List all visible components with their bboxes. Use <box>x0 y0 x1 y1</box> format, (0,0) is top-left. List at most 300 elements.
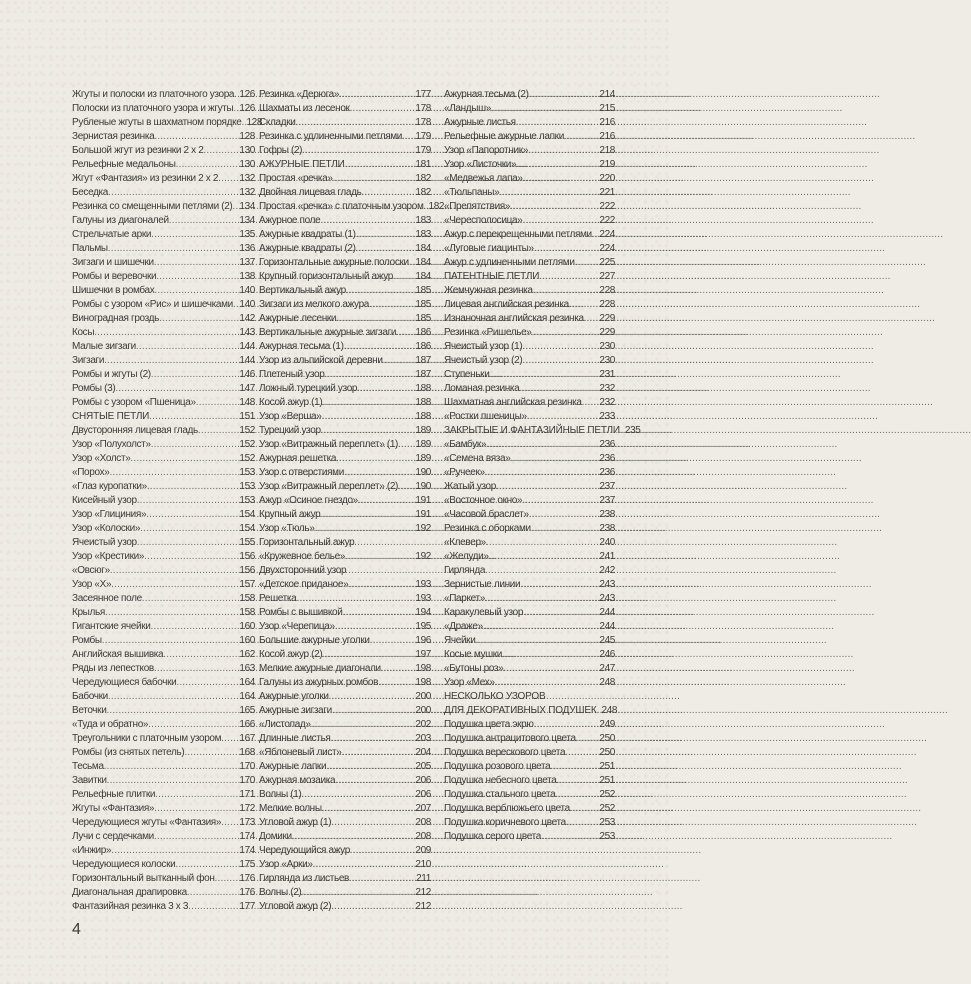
toc-entry-page: 193 <box>415 593 431 604</box>
toc-entry-title: Узор «Витражный переплет» (1) <box>259 439 399 450</box>
toc-entry <box>72 718 255 732</box>
toc-entry-page: 182 <box>415 187 431 198</box>
toc-entry-page: 251 <box>599 761 615 772</box>
toc-entry-title: Крупный ажур <box>259 509 321 520</box>
toc-entry-title: Узор «Х» <box>72 579 112 590</box>
dot-leader <box>519 382 598 396</box>
toc-entry-title: Турецкий узор <box>259 425 321 436</box>
toc-entry-title: Рельефные ажурные лапки <box>444 131 564 142</box>
toc-entry-title: Диагональная драпировка <box>72 887 187 898</box>
toc-entry-title: Двойная лицевая гладь <box>259 187 362 198</box>
dot-leader <box>296 592 414 606</box>
toc-entry <box>259 480 431 494</box>
toc-entry <box>259 802 431 816</box>
toc-entry <box>259 718 431 732</box>
toc-entry <box>72 284 255 298</box>
toc-entry <box>72 634 255 648</box>
toc-entry <box>444 452 615 466</box>
toc-entry <box>444 242 615 256</box>
toc-entry-title: ПАТЕНТНЫЕ ПЕТЛИ <box>444 271 540 282</box>
toc-entry <box>444 648 615 662</box>
dot-leader <box>356 228 415 242</box>
toc-entry <box>444 88 615 102</box>
dot-leader <box>516 116 599 130</box>
toc-entry <box>444 172 615 186</box>
toc-entry-title: Узор с отверстиями <box>259 467 344 478</box>
toc-entry-page: 184 <box>415 257 431 268</box>
toc-entry-title: Гигантские ячейки <box>72 621 151 632</box>
toc-entry-page: 175 <box>239 859 255 870</box>
toc-entry-title: Ажурные лесенки <box>259 313 337 324</box>
toc-entry-page: 182 <box>415 173 431 184</box>
toc-entry-title: Косой ажур (1) <box>259 397 323 408</box>
dot-leader <box>345 158 415 172</box>
toc-entry-page: 208 <box>415 831 431 842</box>
toc-entry <box>72 102 255 116</box>
toc-entry-page: 183 <box>415 215 431 226</box>
toc-entry <box>72 396 255 410</box>
toc-entry <box>259 228 431 242</box>
toc-entry-title: Чередующиеся бабочки <box>72 677 177 688</box>
toc-entry <box>259 382 431 396</box>
dot-leader <box>301 886 414 900</box>
dot-leader <box>575 256 599 270</box>
toc-entry-title: «Тюльпаны» <box>444 187 500 198</box>
toc-entry-page: 221 <box>599 187 615 198</box>
toc-entry <box>72 410 255 424</box>
toc-entry <box>72 816 255 830</box>
toc-entry-page: 227 <box>599 271 615 282</box>
toc-entry-page: 179 <box>415 145 431 156</box>
toc-entry-title: «Ростки пшеницы» <box>444 411 527 422</box>
toc-entry <box>72 298 255 312</box>
dot-leader <box>151 228 238 242</box>
toc-entry-title: «Яблоневый лист» <box>259 747 342 758</box>
toc-entry-title: Английская вышивка <box>72 649 164 660</box>
dot-leader <box>176 158 239 172</box>
toc-entry <box>259 326 431 340</box>
toc-entry <box>444 788 615 802</box>
toc-entry <box>259 900 431 914</box>
dot-leader <box>94 326 238 340</box>
toc-entry <box>259 368 431 382</box>
toc-entry <box>72 774 255 788</box>
toc-entry-title: Резинка «Ришелье» <box>444 327 532 338</box>
dot-leader <box>485 466 599 480</box>
toc-entry <box>72 900 255 914</box>
toc-entry <box>444 830 615 844</box>
toc-entry <box>72 676 255 690</box>
toc-entry-page: 214 <box>599 89 615 100</box>
toc-entry-page: 126 <box>239 89 255 100</box>
dot-leader <box>356 242 415 256</box>
toc-entry <box>259 438 431 452</box>
toc-entry-page: 245 <box>599 635 615 646</box>
toc-entry-page: 243 <box>599 579 615 590</box>
toc-entry-title: Горизонтальный ажур <box>259 537 355 548</box>
toc-entry-page: 158 <box>239 593 255 604</box>
dot-leader <box>499 186 598 200</box>
toc-entry <box>259 690 431 704</box>
toc-entry <box>444 480 615 494</box>
toc-entry <box>72 508 255 522</box>
dot-leader <box>541 830 598 844</box>
toc-entry <box>72 144 255 158</box>
dot-leader <box>485 592 598 606</box>
toc-entry-title: Ажурные лапки <box>259 761 327 772</box>
toc-entry <box>259 88 431 102</box>
toc-entry <box>259 662 431 676</box>
dot-leader <box>146 508 238 522</box>
toc-entry-page: 172 <box>239 803 255 814</box>
toc-entry-page: 158 <box>239 607 255 618</box>
toc-entry-title: Шишечки в ромбах <box>72 285 155 296</box>
toc-entry <box>259 102 431 116</box>
toc-entry-page: 235 <box>624 425 641 436</box>
toc-entry-title: Треугольники с платочным узором <box>72 733 222 744</box>
toc-entry-title: «Клевер» <box>444 537 486 548</box>
toc-entry <box>72 886 255 900</box>
dot-leader <box>333 172 415 186</box>
dot-leader <box>311 718 415 732</box>
toc-entry <box>444 130 615 144</box>
toc-entry <box>72 564 255 578</box>
toc-entry <box>444 186 615 200</box>
dot-leader <box>102 634 239 648</box>
toc-entry-page: 170 <box>239 761 255 772</box>
toc-entry <box>259 312 431 326</box>
toc-entry-title: Ячеистый узор (2) <box>444 355 523 366</box>
toc-entry <box>72 648 255 662</box>
dot-leader <box>154 802 238 816</box>
toc-entry-title: «Препятствия» <box>444 201 511 212</box>
toc-entry-title: Ромбы с узором «Пшеница» <box>72 397 196 408</box>
toc-entry <box>259 172 431 186</box>
toc-entry-title: Подушка небесного цвета <box>444 775 557 786</box>
toc-entry-page: 128 <box>246 117 263 128</box>
toc-entry-title: Жемчужная резинка <box>444 285 533 296</box>
toc-entry <box>72 312 255 326</box>
toc-entry-page: 160 <box>239 621 255 632</box>
toc-entry-page: 140 <box>239 285 255 296</box>
toc-entry <box>444 578 615 592</box>
toc-entry-page: 192 <box>415 551 431 562</box>
dot-leader <box>331 732 415 746</box>
toc-entry-title: ДЛЯ ДЕКОРАТИВНЫХ ПОДУШЕК <box>444 705 597 716</box>
toc-entry-title: Шахматы из лесенок <box>259 103 350 114</box>
toc-entry-page: 229 <box>599 327 615 338</box>
toc-entry-title: Ячеистый узор <box>72 537 137 548</box>
dot-leader <box>295 116 414 130</box>
toc-entry <box>444 228 615 242</box>
toc-entry-page: 188 <box>415 397 431 408</box>
toc-entry <box>259 214 431 228</box>
dot-leader <box>527 410 599 424</box>
dot-leader <box>108 242 239 256</box>
dot-leader <box>142 592 239 606</box>
dot-leader <box>341 746 414 760</box>
toc-entry <box>72 438 255 452</box>
toc-entry <box>259 284 431 298</box>
dot-leader <box>564 130 598 144</box>
dot-leader <box>147 480 239 494</box>
toc-entry-page: 232 <box>599 383 615 394</box>
dot-leader <box>169 214 239 228</box>
dot-leader <box>154 256 239 270</box>
dot-leader <box>187 886 239 900</box>
dot-leader <box>569 298 599 312</box>
dot-leader <box>301 788 414 802</box>
toc-entry-title: Двухсторонний узор <box>259 565 347 576</box>
toc-entry <box>444 662 615 676</box>
toc-entry-title: Стрельчатые арки <box>72 229 152 240</box>
toc-entry-page: 153 <box>239 495 255 506</box>
toc-entry-title: Двусторонняя лицевая гладь <box>72 425 198 436</box>
toc-entry-page: 134 <box>239 215 255 226</box>
toc-entry <box>444 466 615 480</box>
toc-entry-page: 225 <box>599 257 615 268</box>
toc-entry <box>259 858 431 872</box>
dot-leader <box>215 872 239 886</box>
toc-entry <box>259 676 431 690</box>
toc-entry-title: Подушка серого цвета <box>444 831 541 842</box>
toc-entry-title: Простая «речка» <box>259 173 333 184</box>
toc-entry-page: 189 <box>415 425 431 436</box>
toc-entry-page: 210 <box>415 859 431 870</box>
toc-entry <box>444 760 615 774</box>
toc-entry-title: Рельефные плитки <box>72 789 156 800</box>
toc-entry <box>444 144 615 158</box>
toc-entry-title: Ажурные квадраты (2) <box>259 243 356 254</box>
toc-entry <box>259 564 431 578</box>
dot-leader <box>105 606 238 620</box>
toc-entry <box>444 508 615 522</box>
toc-entry-title: Большой жгут из резинки 2 х 2 <box>72 145 204 156</box>
toc-entry <box>72 88 255 102</box>
toc-entry-title: «Семена вяза» <box>444 453 511 464</box>
toc-entry-title: Узор из альпийской деревни <box>259 355 383 366</box>
toc-entry-title: Ажурная тесьма (2) <box>444 89 529 100</box>
toc-entry-title: «Драже» <box>444 621 483 632</box>
dot-leader <box>496 480 598 494</box>
toc-entry <box>72 662 255 676</box>
toc-entry-title: Гирлянда из листьев <box>259 873 349 884</box>
dot-leader <box>159 312 238 326</box>
toc-entry-title: Тесьма <box>72 761 104 772</box>
toc-entry <box>444 704 618 718</box>
toc-entry-page: 250 <box>599 747 615 758</box>
toc-entry-title: «Часовой браслет» <box>444 509 529 520</box>
toc-entry-title: Ячейки <box>444 635 476 646</box>
toc-entry <box>444 606 615 620</box>
toc-entry-title: Ажурная мозаика <box>259 775 336 786</box>
toc-entry-title: «Паркет» <box>444 593 485 604</box>
toc-entry-title: Мелкие волны <box>259 803 322 814</box>
toc-entry <box>259 760 431 774</box>
toc-entry-page: 163 <box>239 663 255 674</box>
toc-entry-title: Каракулевый узор <box>444 607 524 618</box>
toc-entry-page: 188 <box>415 383 431 394</box>
toc-entry <box>444 816 615 830</box>
toc-entry-title: «Глаз куропатки» <box>72 481 147 492</box>
toc-entry-page: 216 <box>599 131 615 142</box>
toc-entry <box>259 410 431 424</box>
dot-leader <box>534 242 599 256</box>
toc-entry-page: 251 <box>599 775 615 786</box>
toc-entry <box>444 340 615 354</box>
toc-entry-page: 185 <box>415 285 431 296</box>
toc-entry-page: 196 <box>415 635 431 646</box>
dot-leader <box>345 550 414 564</box>
toc-entry-title: Ажур «Осиное гнездо» <box>259 495 358 506</box>
toc-column-3 <box>444 88 641 844</box>
toc-entry-page: 238 <box>599 523 615 534</box>
toc-entry-page: 249 <box>599 719 615 730</box>
toc-entry-page: 212 <box>415 901 431 912</box>
toc-entry <box>72 354 255 368</box>
toc-entry <box>72 326 255 340</box>
toc-entry <box>444 214 615 228</box>
toc-entry-page: 186 <box>415 327 431 338</box>
toc-entry-page: 144 <box>239 341 255 352</box>
toc-entry-page: 154 <box>239 509 255 520</box>
toc-entry-title: Кисейный узор <box>72 495 137 506</box>
toc-entry-page: 153 <box>239 481 255 492</box>
toc-entry-page: 155 <box>239 537 255 548</box>
toc-entry <box>72 690 255 704</box>
dot-leader <box>110 564 239 578</box>
toc-entry-page: 174 <box>239 831 255 842</box>
toc-entry-title: АЖУРНЫЕ ПЕТЛИ <box>259 159 345 170</box>
dot-leader <box>154 662 238 676</box>
toc-entry-title: Узор «Черепица» <box>259 621 335 632</box>
toc-entry <box>72 452 255 466</box>
toc-entry-page: 195 <box>415 621 431 632</box>
toc-entry-title: Волны (2) <box>259 887 302 898</box>
toc-entry-page: 164 <box>239 677 255 688</box>
toc-entry-page: 185 <box>415 313 431 324</box>
toc-entry-title: СНЯТЫЕ ПЕТЛИ <box>72 411 150 422</box>
toc-entry <box>444 270 615 284</box>
dot-leader <box>302 144 414 158</box>
toc-entry-page: 206 <box>415 775 431 786</box>
dot-leader <box>149 410 238 424</box>
toc-entry <box>259 354 431 368</box>
dot-leader <box>322 802 415 816</box>
toc-entry <box>72 578 255 592</box>
dot-leader <box>350 102 415 116</box>
toc-entry-title: Вертикальные ажурные зигзаги <box>259 327 397 338</box>
toc-entry-title: НЕСКОЛЬКО УЗОРОВ <box>444 691 546 702</box>
dot-leader <box>565 746 598 760</box>
toc-entry <box>72 242 255 256</box>
dot-leader <box>339 88 414 102</box>
toc-entry-title: Резинка со смещенными петлями (2) <box>72 201 233 212</box>
toc-entry-page: 250 <box>599 733 615 744</box>
toc-entry-page: 179 <box>415 131 431 142</box>
toc-entry <box>444 746 615 760</box>
dot-leader <box>516 158 598 172</box>
dot-leader <box>130 452 238 466</box>
toc-entry-page: 191 <box>415 495 431 506</box>
toc-entry <box>259 788 431 802</box>
toc-entry-page: 144 <box>239 355 255 366</box>
dot-leader <box>486 438 598 452</box>
toc-entry-page: 177 <box>415 89 431 100</box>
dot-leader <box>320 508 414 522</box>
toc-entry <box>444 550 615 564</box>
toc-entry-page: 173 <box>239 817 255 828</box>
dot-leader <box>324 368 414 382</box>
dot-leader <box>107 774 239 788</box>
toc-entry <box>444 396 615 410</box>
toc-entry <box>259 522 431 536</box>
toc-entry-title: «Кружевное белье» <box>259 551 345 562</box>
toc-entry-title: Ажур с удлиненными петлями <box>444 257 575 268</box>
toc-entry <box>72 858 255 872</box>
toc-entry-page: 208 <box>415 817 431 828</box>
toc-entry-title: Плетеный узор <box>259 369 325 380</box>
toc-entry-page: 190 <box>415 481 431 492</box>
toc-entry-page: 157 <box>239 579 255 590</box>
dot-leader <box>556 774 598 788</box>
toc-entry <box>72 830 255 844</box>
dot-leader <box>522 494 598 508</box>
toc-entry-page: 248 <box>601 705 618 716</box>
dot-leader <box>176 676 238 690</box>
dot-leader <box>336 452 414 466</box>
toc-entry-title: Ажурные уголки <box>259 691 329 702</box>
toc-entry-page: 132 <box>239 187 255 198</box>
toc-entry-page: 244 <box>599 607 615 618</box>
toc-entry-page: 182 <box>428 201 445 212</box>
dot-leader <box>336 312 414 326</box>
toc-entry-title: Ромбы с вышивкой <box>259 607 343 618</box>
toc-entry <box>72 368 255 382</box>
toc-entry-title: Фантазийная резинка 3 х 3 <box>72 901 189 912</box>
toc-entry-page: 181 <box>415 159 431 170</box>
toc-entry <box>72 116 263 130</box>
toc-entry-title: Узор «Полухолст» <box>72 439 151 450</box>
toc-entry-page: 153 <box>239 467 255 478</box>
toc-entry <box>72 200 255 214</box>
dot-leader <box>522 214 598 228</box>
toc-entry-title: Узор «Холст» <box>72 453 131 464</box>
toc-entry-title: Гирлянда <box>444 565 486 576</box>
toc-entry-title: Завитки <box>72 775 107 786</box>
toc-entry <box>444 410 615 424</box>
dot-leader <box>154 130 238 144</box>
toc-entry-page: 174 <box>239 845 255 856</box>
toc-entry-page: 206 <box>415 789 431 800</box>
dot-leader <box>136 340 238 354</box>
toc-entry-title: «Чересполосица» <box>444 215 523 226</box>
toc-entry-page: 152 <box>239 425 255 436</box>
toc-entry <box>72 536 255 550</box>
toc-entry-title: Ромбы (3) <box>72 383 116 394</box>
toc-entry-title: Малые зигзаги <box>72 341 136 352</box>
toc-entry <box>444 326 615 340</box>
dot-leader <box>188 900 238 914</box>
toc-entry <box>72 214 255 228</box>
toc-entry-page: 197 <box>415 649 431 660</box>
toc-entry-page: 198 <box>415 677 431 688</box>
toc-entry-page: 200 <box>415 705 431 716</box>
dot-leader <box>528 144 598 158</box>
toc-entry <box>259 620 431 634</box>
dot-leader <box>144 550 238 564</box>
toc-entry-title: Угловой ажур (2) <box>259 901 332 912</box>
